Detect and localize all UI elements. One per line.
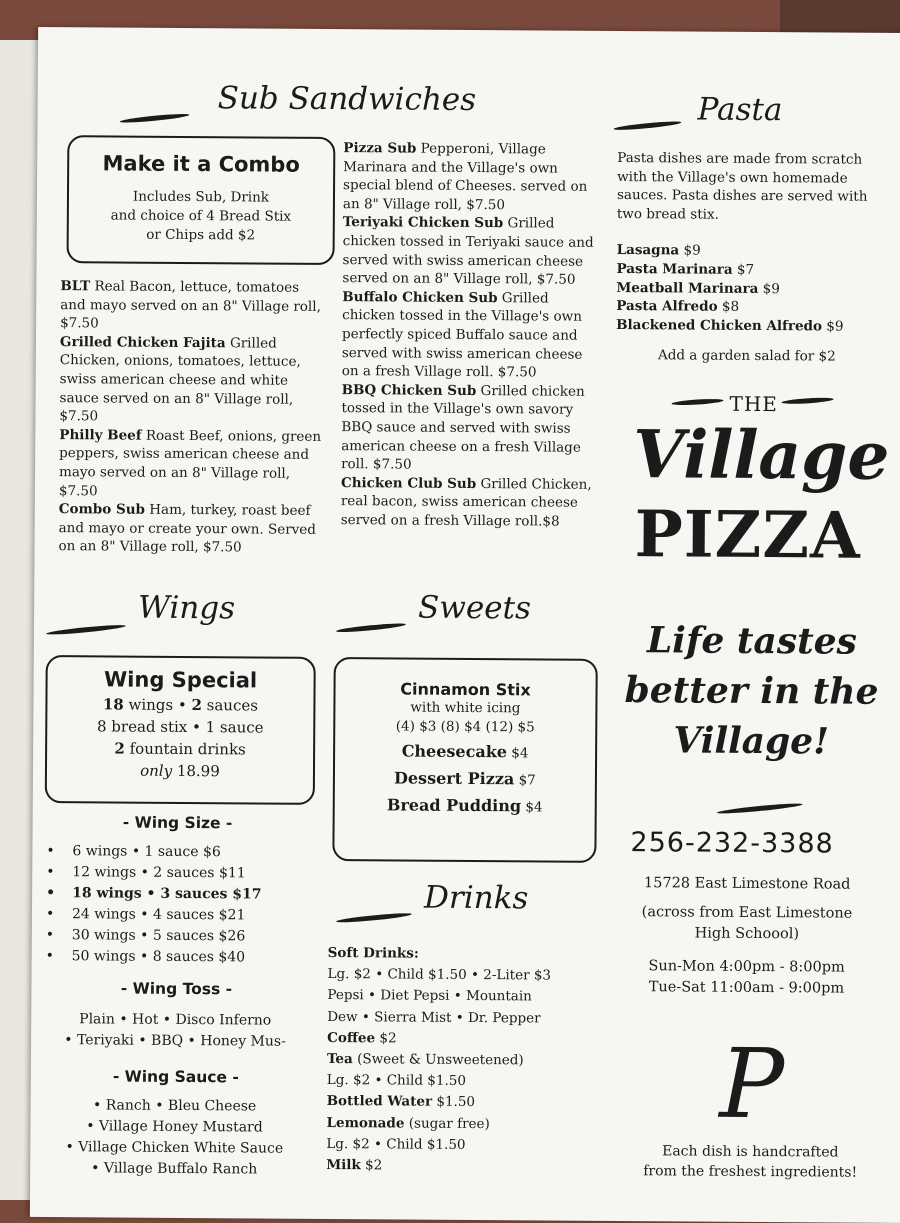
list-item: • 6 wings • 1 sauce $6 xyxy=(72,841,312,864)
item-name: Combo Sub xyxy=(58,501,146,518)
item-desc: Grilled chicken tossed in the Village's own savory BBQ sauce and served with swiss american cheese on a fresh Village roll. $7.50 xyxy=(341,382,585,473)
sweet-title: Cinnamon Stix xyxy=(400,679,531,700)
item-name: Bread Pudding xyxy=(386,795,522,816)
list-item: • 18 wings • 3 sauces $17 xyxy=(72,883,312,906)
landmark: (across from East Limestone xyxy=(641,904,853,922)
drink-item xyxy=(327,1049,597,1072)
item-name: Buffalo Chicken Sub xyxy=(342,288,498,306)
hours: Tue-Sat 11:00am - 9:00pm xyxy=(648,979,845,997)
logo-pizza: PIZZA xyxy=(634,497,862,574)
sweet-item xyxy=(335,765,595,794)
menu-item xyxy=(60,277,322,335)
item-desc: Grilled chicken tossed in the Village's own perfectly spiced Buffalo sauce and served with swiss american cheese on a fresh Village roll. $7.50 xyxy=(341,289,583,381)
count: 2 xyxy=(114,739,125,758)
item-price: $2 xyxy=(375,1030,397,1047)
wing-sauce-heading: - Wing Sauce - xyxy=(112,1067,239,1087)
list-item: • Ranch • Bleu Cheese xyxy=(92,1097,257,1115)
heading-swoosh xyxy=(46,623,126,636)
combo-title: Make it a Combo xyxy=(102,151,300,177)
count: 18 xyxy=(102,695,124,714)
item-price: $7 xyxy=(732,261,755,278)
monogram-logo xyxy=(706,1027,797,1141)
heading-swoosh xyxy=(336,912,412,924)
landmark: High Schoool) xyxy=(694,925,800,943)
item-price: $9 xyxy=(758,280,780,297)
sub-list-left xyxy=(58,277,322,558)
combo-line: or Chips add $2 xyxy=(146,226,256,244)
logo-swoosh xyxy=(671,398,723,406)
list-item: • Village Honey Mustard xyxy=(86,1118,263,1136)
wing-special-line: 8 bread stix • 1 sauce xyxy=(96,717,264,737)
wing-sauce-list xyxy=(34,1095,315,1181)
monogram-letter: P xyxy=(719,1027,785,1141)
item-name: Lemonade xyxy=(326,1114,405,1132)
item-name: Milk xyxy=(326,1157,361,1174)
phone-number: 256-232-3388 xyxy=(630,827,834,860)
list-item: • 30 wings • 5 sauces $26 xyxy=(72,925,312,948)
sub-sandwiches-heading: Sub Sandwiches xyxy=(217,80,477,119)
drink-line: Lg. $2 • Child $1.50 xyxy=(326,1135,466,1153)
sweet-sub: with white icing xyxy=(410,699,521,717)
menu-item xyxy=(59,333,322,428)
drink-line: Lg. $2 • Child $1.50 xyxy=(326,1072,467,1090)
drink-item xyxy=(326,1113,596,1136)
address: 15728 East Limestone Road xyxy=(643,875,851,893)
item-price: $9 xyxy=(821,318,844,335)
item-name: Bottled Water xyxy=(326,1093,433,1111)
item-price: $9 xyxy=(679,242,701,259)
drink-item xyxy=(327,1028,597,1051)
sweet-item xyxy=(335,792,595,821)
pasta-item xyxy=(616,297,878,317)
item-desc: Grilled chicken tossed in Teriyaki sauce and served with swiss american cheese served on an 8" Village roll, $7.50 xyxy=(342,215,594,288)
wing-special-line xyxy=(47,693,313,717)
pasta-item xyxy=(616,279,878,299)
menu-page xyxy=(30,27,900,1223)
item-desc: Grilled Chicken, onions, tomatoes, lettuce, swiss american cheese and white sauce served on an 8" Village roll, $7.50 xyxy=(59,335,301,425)
item-name: Chicken Club Sub xyxy=(340,474,477,492)
item-name: Tea xyxy=(326,1050,353,1068)
list-item: Plain • Hot • Disco Inferno xyxy=(79,1011,272,1029)
item-name: Pasta Marinara xyxy=(616,260,733,278)
contact-info xyxy=(611,873,882,1000)
wing-size-heading: - Wing Size - xyxy=(122,813,233,833)
text: wings • xyxy=(123,695,192,715)
footer-text xyxy=(620,1141,880,1183)
item-desc: Roast Beef, onions, green peppers, swiss american cheese and mayo served on an 8" Village roll, $7.50 xyxy=(58,427,322,499)
list-item: • Village Chicken White Sauce xyxy=(65,1139,284,1157)
item-price: $2 xyxy=(360,1157,383,1174)
wing-size-list xyxy=(72,841,313,969)
slogan-swoosh xyxy=(717,802,803,815)
item-desc: Pepperoni, Village Marinara and the Village's own special blend of Cheeses. served on an 8" Village roll, $7.50 xyxy=(342,140,588,213)
item-price: $7 xyxy=(514,772,536,789)
list-item: • 50 wings • 8 sauces $40 xyxy=(72,946,312,969)
price: 18.99 xyxy=(172,761,220,781)
combo-box xyxy=(67,135,336,265)
footer-line: from the freshest ingredients! xyxy=(643,1163,858,1181)
sweets-box xyxy=(332,657,597,863)
wings-heading: Wings xyxy=(137,589,236,627)
item-name: Philly Beef xyxy=(59,426,142,444)
sweet-prices: (4) $3 (8) $4 (12) $5 xyxy=(395,718,535,736)
drink-line: Lg. $2 • Child $1.50 • 2-Liter $3 xyxy=(327,966,552,984)
menu-item xyxy=(341,381,600,476)
item-desc: (Sweet & Unsweetened) xyxy=(352,1051,524,1069)
drink-item xyxy=(327,1091,597,1114)
drinks-list xyxy=(326,943,598,1178)
pasta-heading: Pasta xyxy=(697,91,783,129)
sweet-item xyxy=(335,738,595,767)
item-name: Cheesecake xyxy=(401,741,508,762)
menu-item xyxy=(58,500,320,558)
menu-item xyxy=(342,288,601,383)
logo-village: Village xyxy=(632,415,890,495)
wing-special-title: Wing Special xyxy=(103,667,258,693)
count: 2 xyxy=(191,696,202,715)
slogan-line: Life tastes xyxy=(646,619,858,663)
wing-special-line xyxy=(47,737,313,761)
wing-special-price xyxy=(47,759,313,783)
item-name: Lasagna xyxy=(616,242,680,259)
sub-list-right xyxy=(341,139,602,531)
pasta-item xyxy=(616,316,878,336)
slogan-line: Village! xyxy=(673,719,830,763)
item-desc: (sugar free) xyxy=(404,1115,490,1132)
item-name: Pizza Sub xyxy=(343,140,417,157)
drink-line: Pepsi • Diet Pepsi • Mountain xyxy=(327,987,532,1005)
menu-item xyxy=(342,213,601,289)
item-desc: Ham, turkey, roast beef and mayo or create your own. Served on an 8" Village roll, $7.50 xyxy=(58,501,317,556)
item-name: Grilled Chicken Fajita xyxy=(59,333,226,352)
item-name: BBQ Chicken Sub xyxy=(341,381,477,399)
item-desc: Real Bacon, lettuce, tomatoes and mayo served on an 8" Village roll, $7.50 xyxy=(60,278,321,332)
item-price: $4 xyxy=(506,745,529,762)
pasta-item xyxy=(616,260,878,280)
list-item: • 12 wings • 2 sauces $11 xyxy=(72,862,312,885)
pasta-intro: Pasta dishes are made from scratch with the Village's own homemade sauces. Pasta dishes are served with two bread stix. xyxy=(616,149,868,223)
drinks-heading: Drinks xyxy=(423,879,529,917)
list-item: • 24 wings • 4 sauces $21 xyxy=(72,904,312,927)
item-price: $1.50 xyxy=(432,1094,476,1111)
item-name: BLT xyxy=(60,278,91,295)
list-item: • Teriyaki • BBQ • Honey Mus- xyxy=(64,1032,286,1050)
drink-item xyxy=(326,1155,596,1178)
wing-special-box xyxy=(45,655,316,805)
list-item: • Village Buffalo Ranch xyxy=(91,1160,258,1178)
drink-line: Dew • Sierra Mist • Dr. Pepper xyxy=(327,1008,541,1027)
sweets-heading: Sweets xyxy=(417,589,532,627)
footer-line: Each dish is handcrafted xyxy=(662,1143,839,1161)
hours: Sun-Mon 4:00pm - 8:00pm xyxy=(648,958,845,976)
item-name: Meatball Marinara xyxy=(616,279,759,297)
menu-item xyxy=(59,426,322,502)
text: sauces xyxy=(201,696,259,715)
soft-drinks-title: Soft Drinks: xyxy=(327,944,419,962)
slogan xyxy=(621,615,882,767)
wing-toss-heading: - Wing Toss - xyxy=(120,979,233,999)
wing-toss-list xyxy=(35,1009,315,1053)
heading-swoosh xyxy=(336,622,406,634)
item-desc: Grilled Chicken, real bacon, swiss american cheese served on a fresh Village roll.$8 xyxy=(340,475,592,530)
text: only xyxy=(140,761,173,780)
menu-item xyxy=(343,139,602,215)
logo-swoosh xyxy=(781,397,833,405)
heading-swoosh xyxy=(613,120,681,132)
combo-line: Includes Sub, Drink xyxy=(132,188,270,206)
item-name: Blackened Chicken Alfredo xyxy=(616,316,823,335)
menu-item xyxy=(341,474,599,532)
pasta-addon: Add a garden salad for $2 xyxy=(657,347,836,365)
item-name: Dessert Pizza xyxy=(393,768,515,789)
text: fountain drinks xyxy=(124,739,246,759)
heading-swoosh xyxy=(119,112,189,124)
item-name: Pasta Alfredo xyxy=(616,298,718,315)
slogan-line: better in the xyxy=(624,669,879,713)
item-name: Coffee xyxy=(327,1029,376,1047)
item-name: Teriyaki Chicken Sub xyxy=(342,214,504,232)
combo-line: and choice of 4 Bread Stix xyxy=(110,207,292,225)
item-price: $8 xyxy=(717,298,740,315)
pasta-item xyxy=(617,241,879,261)
pasta-section xyxy=(616,149,880,367)
logo-the: THE xyxy=(729,391,779,417)
item-price: $4 xyxy=(521,799,543,816)
